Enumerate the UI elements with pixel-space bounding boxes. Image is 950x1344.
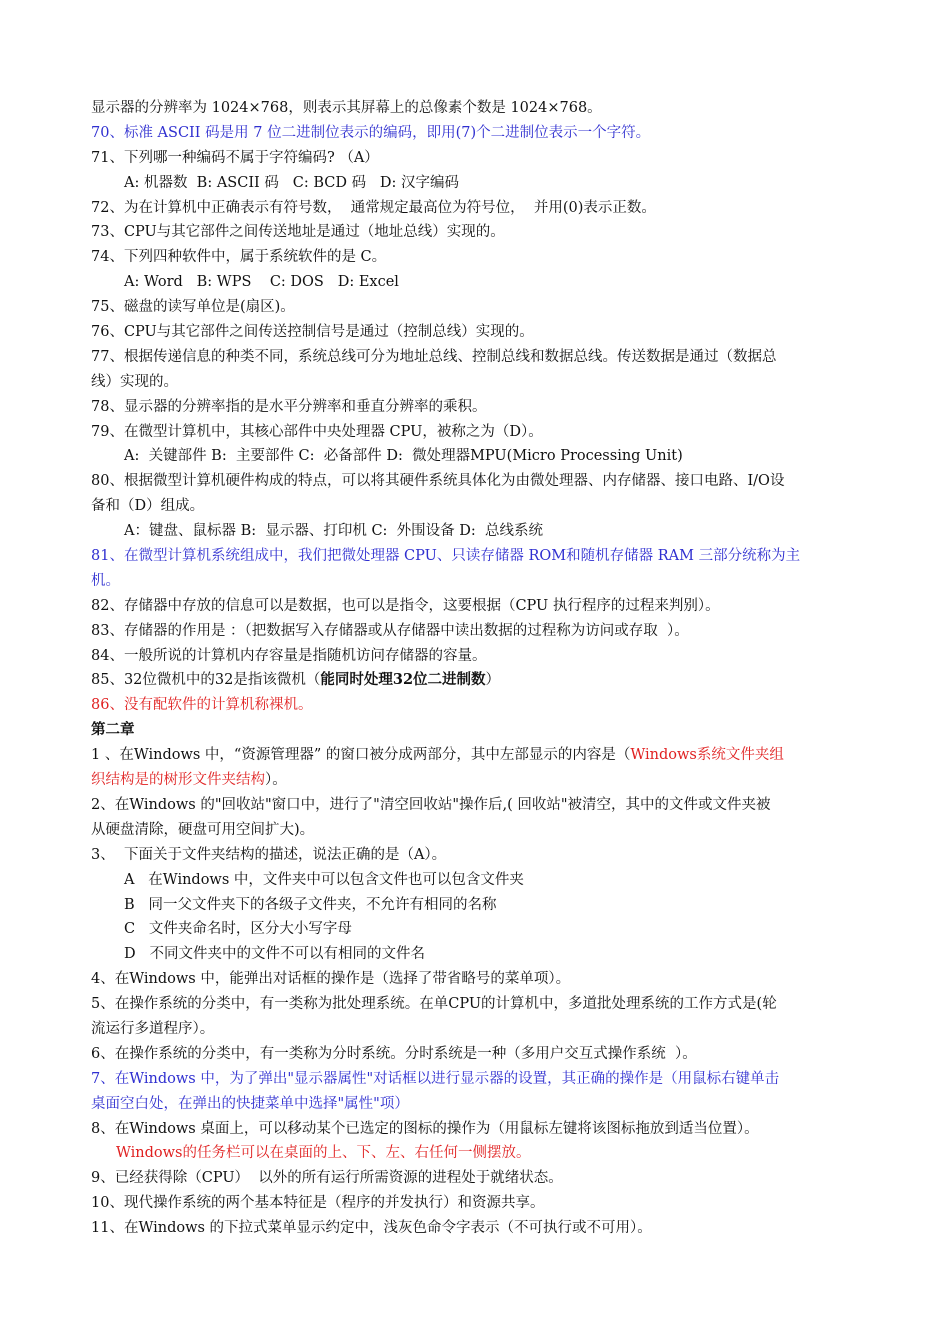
ch2-question-9: 9、已经获得除（CPU） 以外的所有运行所需资源的进程处于就绪状态。 (91, 1170, 563, 1187)
question-71: 71、下列哪一种编码不属于字符编码? （A） (91, 149, 379, 166)
ch2-q3-option-b: B 同一父文件夹下的各级子文件夹，不允许有相同的名称 (124, 896, 497, 913)
text-line: 显示器的分辨率为 1024×768，则表示其屏幕上的总像素个数是 1024×768。 (91, 100, 602, 116)
ch2-question-10: 10、现代操作系统的两个基本特征是（程序的并发执行）和资源共享。 (91, 1195, 545, 1212)
question-70: 70、标准 ASCII 码是用 7 位二进制位表示的编码，即用(7)个二进制位表示一个字符。 (91, 124, 651, 141)
question-77-cont: 线）实现的。 (91, 373, 178, 390)
ch2-question-6: 6、在操作系统的分类中，有一类称为分时系统。分时系统是一种（多用户交互式操作系统 ）。 (91, 1045, 697, 1062)
question-86: 86、没有配软件的计算机称裸机。 (91, 697, 313, 714)
ch2-question-7: 7、在Windows 中，为了弹出"显示器属性"对话框以进行显示器的设置，其正确的操作是（用鼠标右键单击 (91, 1070, 780, 1087)
ch2-question-2-cont: 从硬盘清除，硬盘可用空间扩大)。 (91, 821, 315, 838)
question-85-text: 85、32位微机中的32是指该微机（ (91, 672, 321, 689)
question-71-options: A: 机器数 B: ASCII 码 C: BCD 码 D: 汉字编码 (124, 174, 460, 191)
ch2-q1-answer-cont: 织结构是的树形文件夹结构 (91, 772, 265, 789)
question-80: 80、根据微型计算机硬件构成的特点，可以将其硬件系统具体化为由微处理器、内存储器、接口电路、I/O设 (91, 473, 785, 490)
question-85-close: ） (485, 672, 501, 689)
ch2-question-1 (91, 743, 871, 768)
question-84: 84、一般所说的计算机内存容量是指随机访问存储器的容量。 (91, 647, 487, 664)
document-page (91, 96, 871, 1241)
chapter-heading: 第二章 (91, 721, 135, 739)
ch2-question-2: 2、在Windows 的"回收站"窗口中，进行了"清空回收站"操作后,( 回收站"被清空，其中的文件或文件夹被 (91, 796, 771, 813)
question-73: 73、CPU与其它部件之间传送地址是通过（地址总线）实现的。 (91, 224, 505, 241)
question-76: 76、CPU与其它部件之间传送控制信号是通过（控制总线）实现的。 (91, 324, 534, 341)
question-74: 74、下列四种软件中，属于系统软件的是 C。 (91, 249, 387, 266)
ch2-q1-text: 1 、在Windows 中，“资源管理器” 的窗口被分成两部分，其中左部显示的内容是（ (91, 747, 631, 764)
question-78: 78、显示器的分辨率指的是水平分辨率和垂直分辨率的乘积。 (91, 398, 487, 415)
ch2-note-taskbar: Windows的任务栏可以在桌面的上、下、左、右任何一侧摆放。 (116, 1145, 531, 1162)
ch2-question-3: 3、 下面关于文件夹结构的描述，说法正确的是（A）。 (91, 846, 447, 863)
ch2-question-11: 11、在Windows 的下拉式菜单显示约定中，浅灰色命令字表示（不可执行或不可用）。 (91, 1220, 652, 1237)
ch2-question-5: 5、在操作系统的分类中，有一类称为批处理系统。在单CPU的计算机中，多道批处理系统的工作方式是(轮 (91, 996, 777, 1013)
question-81: 81、在微型计算机系统组成中，我们把微处理器 CPU、只读存储器 ROM和随机存储器 RAM 三部分统称为主 (91, 548, 801, 565)
question-85-answer: 能同时处理32位二进制数 (320, 671, 486, 689)
question-79-options: A: 关键部件 B: 主要部件 C: 必备部件 D: 微处理器MPU(Micro Processing Unit) (124, 448, 683, 465)
ch2-q3-option-a: A 在Windows 中，文件夹中可以包含文件也可以包含文件夹 (124, 871, 524, 888)
question-80-cont: 备和（D）组成。 (91, 498, 205, 515)
ch2-question-7-cont: 桌面空白处，在弹出的快捷菜单中选择"属性"项） (91, 1095, 409, 1112)
ch2-question-5-cont: 流运行多道程序）。 (91, 1020, 215, 1037)
ch2-q1-close: ）。 (265, 772, 287, 789)
ch2-q3-option-c: C 文件夹命名时，区分大小写字母 (124, 921, 352, 938)
question-85 (91, 668, 871, 693)
ch2-q3-option-d: D 不同文件夹中的文件不可以有相同的文件名 (124, 946, 425, 963)
question-77: 77、根据传递信息的种类不同，系统总线可分为地址总线、控制总线和数据总线。传送数据是通过（数据总 (91, 348, 777, 365)
question-80-options: A：键盘、鼠标器 B: 显示器、打印机 C: 外围设备 D: 总线系统 (124, 523, 543, 540)
question-83: 83、存储器的作用是 ：（把数据写入存储器或从存储器中读出数据的过程称为访问或存取 ）。 (91, 622, 689, 639)
ch2-question-8: 8、在Windows 桌面上，可以移动某个已选定的图标的操作为（用鼠标左键将该图标拖放到适当位置）。 (91, 1120, 759, 1137)
ch2-question-4: 4、在Windows 中，能弹出对话框的操作是（选择了带省略号的菜单项）。 (91, 971, 571, 988)
question-82: 82、存储器中存放的信息可以是数据，也可以是指令，这要根据（CPU 执行程序的过程来判别）。 (91, 597, 720, 614)
question-75: 75、磁盘的读写单位是(扇区)。 (91, 299, 295, 316)
ch2-question-1-cont (91, 768, 871, 793)
question-81-cont: 机。 (91, 572, 120, 589)
question-79: 79、在微型计算机中，其核心部件中央处理器 CPU，被称之为（D）。 (91, 423, 543, 440)
ch2-q1-answer: Windows系统文件夹组 (630, 747, 784, 764)
question-72: 72、为在计算机中正确表示有符号数， 通常规定最高位为符号位， 并用(0)表示正数。 (91, 199, 656, 216)
question-74-options: A: Word B: WPS C: DOS D: Excel (124, 274, 399, 291)
